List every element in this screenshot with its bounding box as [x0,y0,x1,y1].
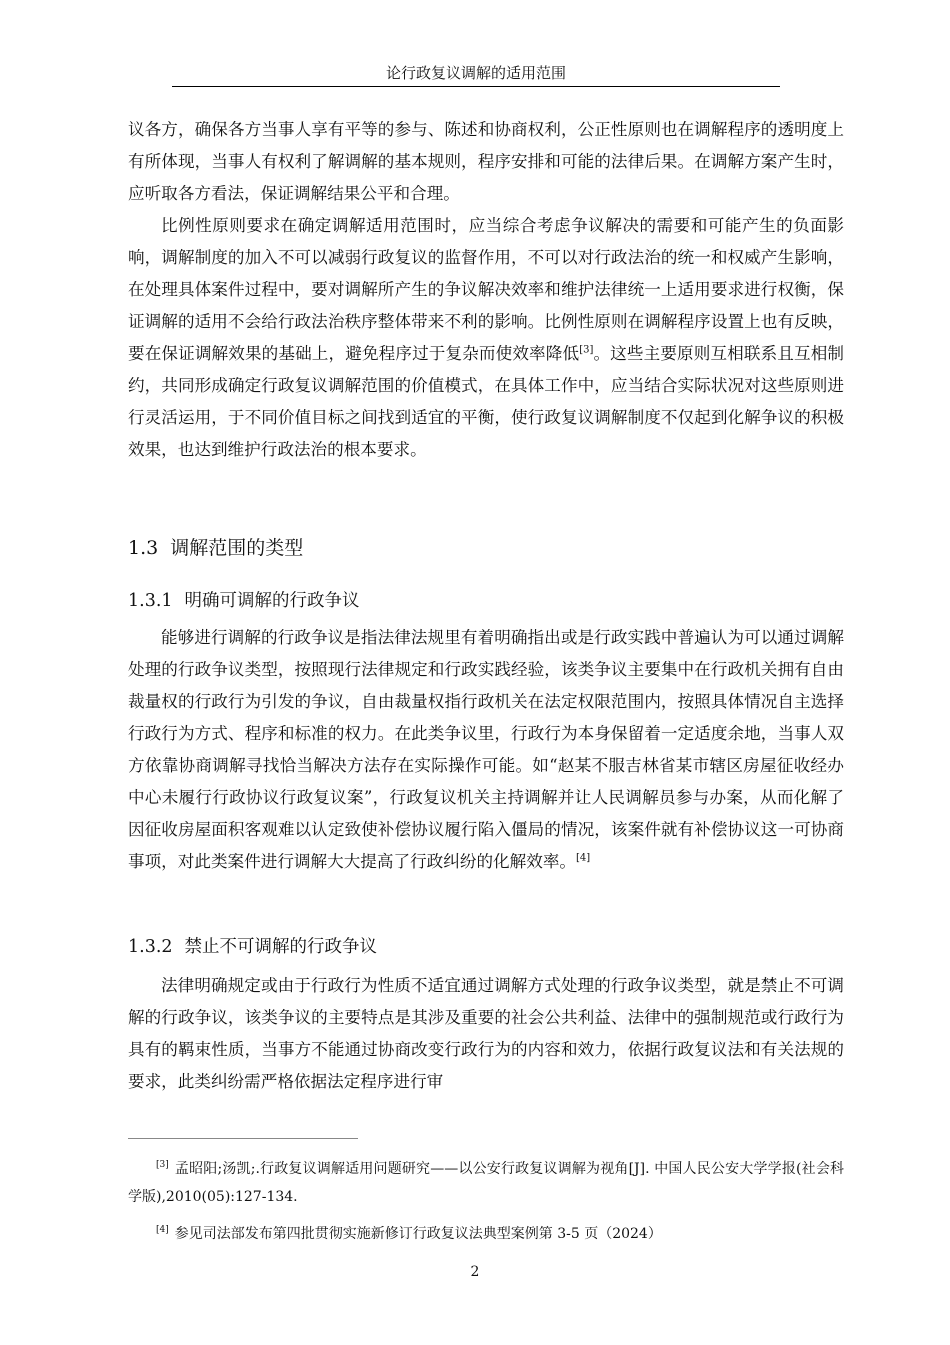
page-number: 2 [470,1264,480,1280]
citation-ref-3: [3] [579,344,594,356]
paragraph-mediable-disputes [128,622,844,878]
section-heading-1-3 [128,533,303,560]
paragraph-text: 。这些主要原则互相联系且互相制约，共同形成确定行政复议调解范围的价值模式，在具体工作中，应当结合实际状况对这些原则进行灵活运用，于不同价值目标之间找到适宜的平衡，使行政复议调解制度不仅起到化解争议的积极效果，也达到维护行政法治的根本要求。 [128,344,845,459]
running-header: 论行政复议调解的适用范围 [172,64,780,87]
footnote-text: 孟昭阳;汤凯;.行政复议调解适用问题研究——以公安行政复议调解为视角[J]. 中国人民公安大学学报(社会科学版),2010(05):127-134. [128,1161,844,1205]
section-number: 1.3.1 [128,591,173,611]
footnote-4 [128,1220,844,1248]
footnote-mark: [4] [156,1225,169,1236]
paragraph-text: 能够进行调解的行政争议是指法律法规里有着明确指出或是行政实践中普遍认为可以通过调解处理的行政争议类型，按照现行法律规定和行政实践经验，该类争议主要集中在行政机关拥有自由裁量权的行政行为引发的争议，自由裁量权指行政机关在法定权限范围内，按照具体情况自主选择行政行为方式、程序和标准的权力。在此类争议里，行政行为本身保留着一定适度余地，当事人双方依靠协商调解寻找恰当解决方法存在实际操作可能。如“赵某不服吉林省某市辖区房屋征收经办中心未履行行政协议行政复议案”，行政复议机关主持调解并让人民调解员参与办案，从而化解了因征收房屋面积客观难以认定致使补偿协议履行陷入僵局的情况，该案件就有补偿协议这一可协商事项，对此类案件进行调解大大提高了行政纠纷的化解效率。 [128,628,844,871]
section-title: 明确可调解的行政争议 [184,591,360,611]
paragraph-text: 比例性原则要求在确定调解适用范围时，应当综合考虑争议解决的需要和可能产生的负面影响，调解制度的加入不可以减弱行政复议的监督作用，不可以对行政法治的统一和权威产生影响，在处理具体案件过程中，要对调解所产生的争议解决效率和维护法律统一上适用要求进行权衡，保证调解的适用不会给行政法治秩序整体带来不利的影响。比例性原则在调解程序设置上也有反映，要在保证调解效果的基础上，避免程序过于复杂而使效率降低 [128,216,844,363]
paragraph-proportionality [128,210,844,466]
paragraph-prohibited-disputes: 法律明确规定或由于行政行为性质不适宜通过调解方式处理的行政争议类型，就是禁止不可调解的行政争议，该类争议的主要特点是其涉及重要的社会公共利益、法律中的强制规范或行政行为具有的羁束性质，当事方不能通过协商改变行政行为的内容和效力，依据行政复议法和有关法规的要求，此类纠纷需严格依据法定程序进行审 [128,976,844,1091]
section-title: 禁止不可调解的行政争议 [184,937,378,957]
footnote-mark: [3] [156,1160,169,1171]
section-heading-1-3-1 [128,587,360,612]
footnote-3 [128,1155,844,1211]
footnote-divider [128,1138,358,1139]
section-number: 1.3.2 [128,937,173,957]
section-title: 调解范围的类型 [170,537,304,559]
section-heading-1-3-2 [128,933,377,958]
section-number: 1.3 [128,537,159,559]
citation-ref-4: [4] [576,852,591,864]
footnote-text: 参见司法部发布第四批贯彻实施新修订行政复议法典型案例第 3-5 页（2024） [174,1226,662,1242]
paragraph-continuation: 议各方，确保各方当事人享有平等的参与、陈述和协商权利，公正性原则也在调解程序的透明度上有所体现，当事人有权利了解调解的基本规则，程序安排和可能的法律后果。在调解方案产生时，应听取各方看法，保证调解结果公平和合理。 [128,120,844,203]
